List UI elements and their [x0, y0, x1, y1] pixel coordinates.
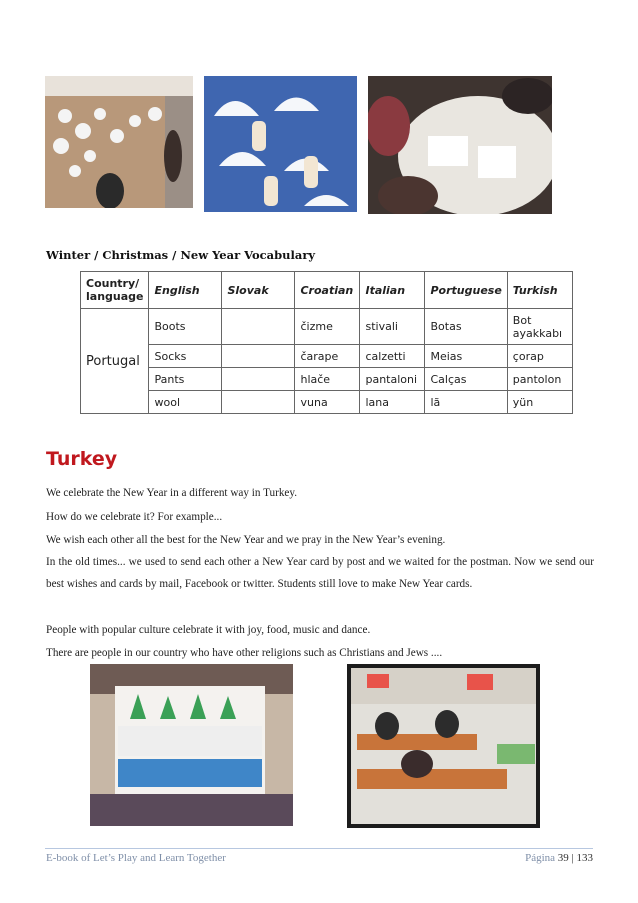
footer-page-info	[430, 852, 593, 864]
table-cell	[222, 391, 295, 414]
paragraph: There are people in our country who have other religions such as Christians and Jews ....	[46, 647, 443, 659]
paragraph: We wish each other all the best for the New Year and we pray in the New Year’s evening.	[46, 534, 446, 546]
column-header: Country/ language	[81, 272, 149, 309]
table-cell: lã	[425, 391, 507, 414]
page-number: 39	[557, 852, 569, 864]
table-cell: Socks	[149, 345, 222, 368]
table-row	[81, 345, 573, 368]
column-header: Turkish	[507, 272, 572, 309]
table-cell	[222, 345, 295, 368]
table-cell: pantolon	[507, 368, 572, 391]
table-cell: Botas	[425, 309, 507, 345]
paragraph: How do we celebrate it? For example...	[46, 511, 223, 523]
paragraph: People with popular culture celebrate it with joy, food, music and dance.	[46, 624, 371, 636]
table-cell: lana	[360, 391, 425, 414]
table-cell	[222, 368, 295, 391]
paragraph: In the old times... we used to send each other a New Year card by post and we waited for the postman. Now we send our best wishes and cards by mail, Facebook or twitter. Students still love to make New Year cards.	[46, 556, 594, 590]
table-cell	[222, 309, 295, 345]
table-cell: wool	[149, 391, 222, 414]
table-cell: yün	[507, 391, 572, 414]
column-header: Portuguese	[425, 272, 507, 309]
table-row	[81, 368, 573, 391]
table-header-row	[81, 272, 573, 309]
photo-classroom-students	[347, 664, 540, 828]
photo-student-holding-card	[90, 664, 293, 826]
table-row	[81, 309, 573, 345]
vocabulary-heading: Winter / Christmas / New Year Vocabulary	[46, 248, 316, 262]
table-cell: vuna	[295, 391, 360, 414]
vocabulary-table	[80, 271, 573, 414]
table-cell: Pants	[149, 368, 222, 391]
table-cell: čarape	[295, 345, 360, 368]
paragraph: We celebrate the New Year in a different way in Turkey.	[46, 487, 298, 499]
footer-divider	[45, 848, 593, 849]
footer-ebook-title: E-book of Let’s Play and Learn Together	[46, 852, 226, 864]
photo-students-writing	[368, 76, 552, 214]
photo-blue-igloo-artwork	[204, 76, 357, 212]
table-cell: Meias	[425, 345, 507, 368]
table-cell: Calças	[425, 368, 507, 391]
page-label: Página	[525, 852, 556, 864]
table-cell: çorap	[507, 345, 572, 368]
column-header: Croatian	[295, 272, 360, 309]
table-cell: stivali	[360, 309, 425, 345]
country-cell: Portugal	[81, 309, 149, 414]
table-row	[81, 391, 573, 414]
total-pages: 133	[576, 852, 593, 864]
column-header: Italian	[360, 272, 425, 309]
table-cell: čizme	[295, 309, 360, 345]
table-cell: hlače	[295, 368, 360, 391]
table-cell: Boots	[149, 309, 222, 345]
table-cell: pantaloni	[360, 368, 425, 391]
section-title-turkey: Turkey	[46, 448, 118, 470]
table-cell: calzetti	[360, 345, 425, 368]
table-cell: Bot ayakkabı	[507, 309, 572, 345]
column-header: English	[149, 272, 222, 309]
column-header: Slovak	[222, 272, 295, 309]
page-separator: |	[571, 852, 574, 864]
photo-classroom-wall-decorations	[45, 76, 193, 208]
